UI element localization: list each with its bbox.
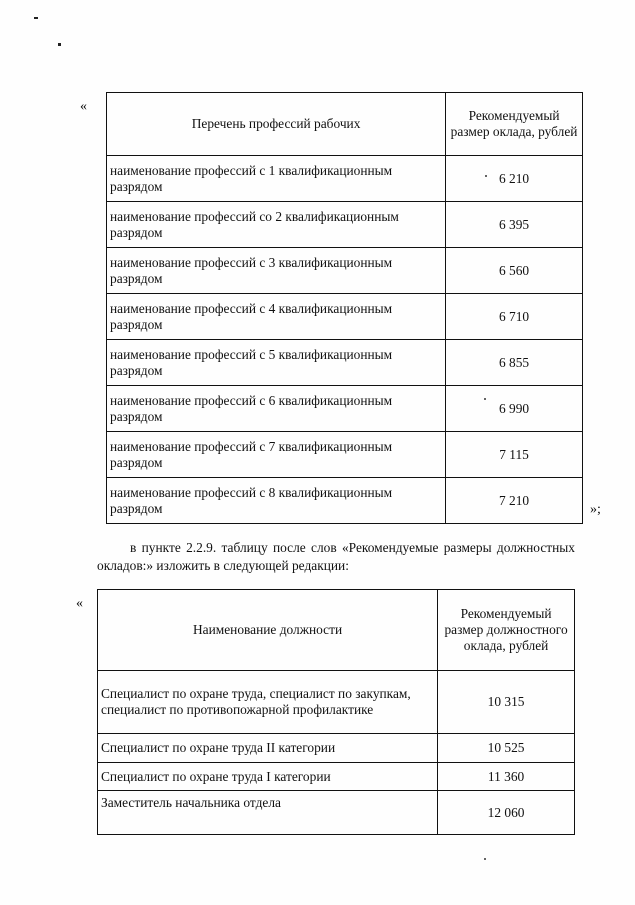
table-row [107,340,583,386]
salary-value: 10 525 [438,734,575,763]
position-name: Специалист по охране труда II категории [98,734,438,763]
table-row [107,248,583,294]
scan-speck [485,175,487,177]
profession-name: наименование профессий с 6 квалификационным разрядом [107,386,446,432]
salary-value: 12 060 [438,791,575,835]
salary-value: 10 315 [438,671,575,734]
salary-value: 6 395 [446,202,583,248]
table-row [98,734,575,763]
table1-opening-quote: « [80,99,87,114]
profession-name: наименование профессий с 3 квалификационным разрядом [107,248,446,294]
position-name: Заместитель начальника отдела [98,791,438,835]
header-salary: Рекомендуемый размер оклада, рублей [446,93,583,156]
table1-closing-quote: »; [590,502,601,517]
salary-value: 11 360 [438,763,575,791]
salary-value: 7 115 [446,432,583,478]
profession-name: наименование профессий с 8 квалификационным разрядом [107,478,446,524]
table-row [98,791,575,835]
header-salary: Рекомендуемый размер должностного оклада, рублей [438,590,575,671]
position-name: Специалист по охране труда I категории [98,763,438,791]
table-row [98,763,575,791]
table-row [98,671,575,734]
profession-name: наименование профессий с 5 квалификационным разрядом [107,340,446,386]
table-header-row [98,590,575,671]
scan-speck [58,43,61,46]
table-row [107,478,583,524]
position-name: Специалист по охране труда, специалист по закупкам, специалист по противопожарной профилактике [98,671,438,734]
table-row [107,386,583,432]
profession-name: наименование профессий с 4 квалификационным разрядом [107,294,446,340]
profession-name: наименование профессий с 7 квалификационным разрядом [107,432,446,478]
salary-value: 6 855 [446,340,583,386]
header-professions: Перечень профессий рабочих [107,93,446,156]
salary-value: 6 560 [446,248,583,294]
positions-salary-table [97,589,575,835]
table2-opening-quote: « [76,596,83,611]
profession-name: наименование профессий с 1 квалификационным разрядом [107,156,446,202]
salary-value: 6 990 [446,386,583,432]
amendment-paragraph: в пункте 2.2.9. таблицу после слов «Рекомендуемые размеры должностных окладов:» изложить в следующей редакции: [97,540,575,573]
table-header-row [107,93,583,156]
scan-speck [484,858,486,860]
scan-speck [484,398,486,400]
header-position: Наименование должности [98,590,438,671]
salary-value: 6 210 [446,156,583,202]
table-row [107,202,583,248]
salary-value: 7 210 [446,478,583,524]
salary-value: 6 710 [446,294,583,340]
table-row [107,156,583,202]
profession-name: наименование профессий со 2 квалификационным разрядом [107,202,446,248]
table-row [107,432,583,478]
workers-salary-table [106,92,583,524]
table-row [107,294,583,340]
scan-speck [34,17,38,19]
